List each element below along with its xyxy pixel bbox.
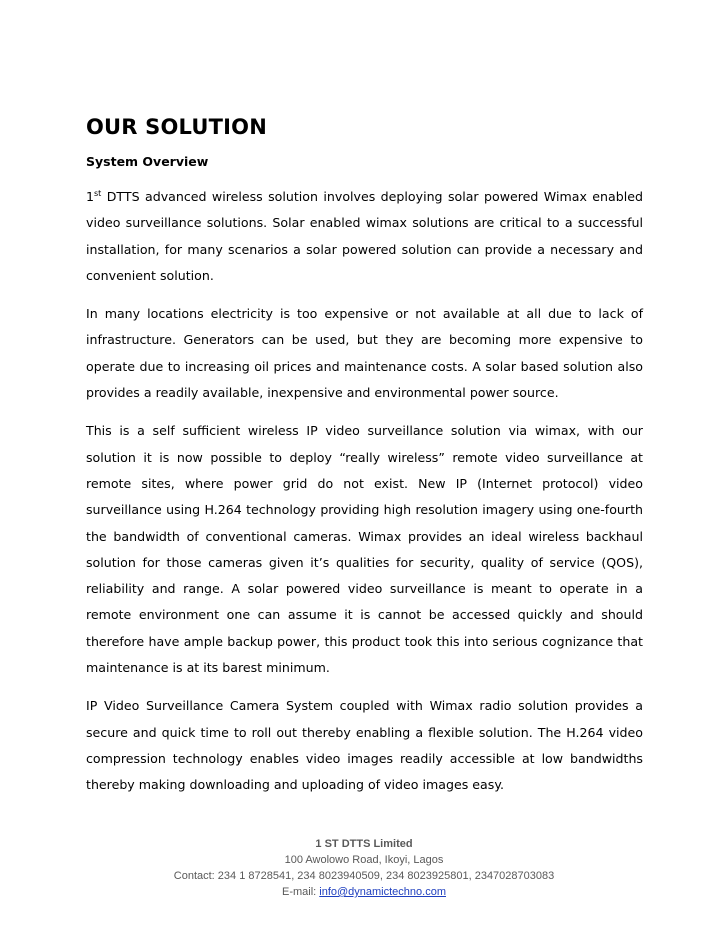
ordinal-suffix: st: [94, 188, 102, 198]
paragraph-camera-system: IP Video Surveillance Camera System coupled with Wimax radio solution provides a secure and quick time to roll out thereby enabling a flexible solution. The H.264 video compression technology enables video images readily accessible at low bandwidths thereby making downloading and uploading of video images easy.: [86, 698, 643, 793]
paragraph-intro: [86, 184, 643, 289]
paragraph-wireless-ip: This is a self sufficient wireless IP video surveillance solution via wimax, with our solution it is now possible to deploy “really wireless” remote video surveillance at remote sites, where power grid do not exist. New IP (Internet protocol) video surveillance using H.264 technology providing high resolution imagery using one-fourth the bandwidth of conventional cameras. Wimax provides an ideal wireless backhaul solution for those cameras given it’s qualities for security, quality of service (QOS), reliability and range. A solar powered video surveillance is meant to operate in a remote environment one can assume it is cannot be accessed quickly and should therefore have ample backup power, this product took this into serious cognizance that maintenance is at its barest minimum.: [86, 423, 643, 676]
footer-contact: Contact: 234 1 8728541, 234 8023940509, 234 8023925801, 2347028703083: [173, 870, 555, 882]
footer-company: 1 ST DTTS Limited: [315, 838, 413, 850]
page-footer: [0, 836, 728, 900]
section-heading: System Overview: [86, 154, 209, 169]
document-body: [86, 112, 643, 811]
footer-address: 100 Awolowo Road, Ikoyi, Lagos: [284, 854, 444, 866]
document-title: OUR SOLUTION: [86, 115, 268, 139]
footer-email-link[interactable]: info@dynamictechno.com: [319, 886, 446, 898]
paragraph-electricity: In many locations electricity is too expensive or not available at all due to lack of infrastructure. Generators can be used, but they are becoming more expensive to operate due to increasing oil prices and maintenance costs. A solar based solution also provides a readily available, inexpensive and environmental power source.: [86, 306, 643, 401]
footer-email-line: [0, 884, 728, 900]
footer-email-label: E-mail:: [281, 886, 320, 898]
ordinal-number: 1: [86, 189, 95, 204]
paragraph-intro-text: DTTS advanced wireless solution involves deploying solar powered Wimax enabled video surveillance solutions. Solar enabled wimax solutions are critical to a successful installation, for many scenarios a solar powered solution can provide a necessary and convenient solution.: [86, 189, 643, 283]
